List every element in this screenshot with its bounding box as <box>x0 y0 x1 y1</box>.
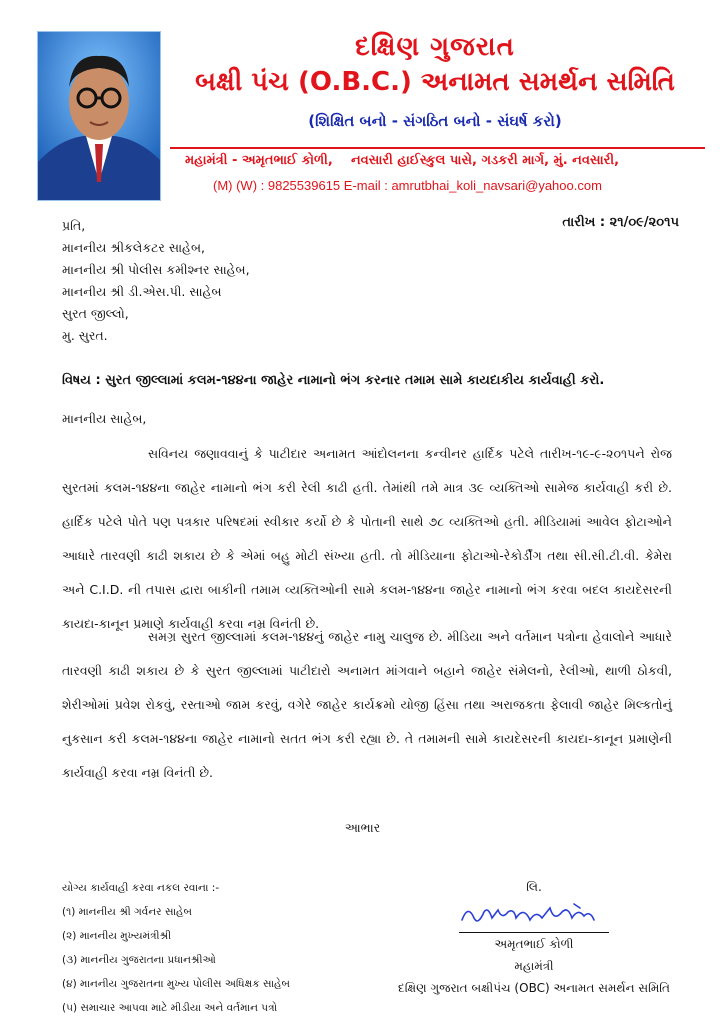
copy-to-item: (૪) માનનીય ગુજરાતના મુખ્ય પોલીસ અધિક્ષક સાહેબ <box>62 978 290 990</box>
contact-phone-email: (M) (W) : 9825539615 E-mail : amrutbhai_koli_navsari@yahoo.com <box>213 178 602 193</box>
addressee-line: મુ. સુરત. <box>62 328 108 343</box>
salutation: માનનીય સાહેબ, <box>62 411 147 426</box>
addressee-line: માનનીય શ્રી પોલીસ કમીશ્નર સાહેબ, <box>62 262 250 277</box>
addressee-block <box>62 215 250 347</box>
paragraph-text: સમગ્ર સુરત જીલ્લામાં કલમ-૧૪૪નું જાહેર નામુ ચાલુજ છે. મીડિયા અને વર્તમાન પત્રોના હેવાલોને આધારે તારવણી કાઢી શકાય છે કે સુરત જીલ્લામાં પાટીદારો અનામત માંગવાને બહાને જાહેર સંમેલનો, રેલીઓ, થાળી ઠોકવી, શેરીઓમાં પ્રવેશ રોકવું, રસ્તાઓ જામ કરવું, વગેરે જાહેર કાર્યક્રમો યોજી હિંસા તથા અરાજકતા ફેલાવી જાહેર મિલ્કતોનું નુકસાન કરી કલમ-૧૪૪ના જાહેર નામાનો સતત ભંગ કરી રહ્યા છે. તે તમામની સામે કાયદેસરની કાયદા-કાનૂન પ્રમાણેની કાર્યવાહી કરવા નમ્ર વિનંતી છે. <box>62 629 672 780</box>
copy-to-item: (૧) માનનીય શ્રી ગર્વનર સાહેબ <box>62 906 192 918</box>
paragraph-text: સવિનય જણાવવાનું કે પાટીદાર અનામત આંદોલનના કન્વીનર હાર્દિક પટેલે તારીખ-૧૯-૯-૨૦૧૫ને રોજ સુરતમાં કલમ-૧૪૪ના જાહેર નામાનો ભંગ કરી રેલી કાઢી હતી. તેમાંથી તમે માત્ર ૩૯ વ્યક્તિઓ સામેજ કાર્યવાહી કરી છે. હાર્દિક પટેલે પોતે પણ પત્રકાર પરિષદમાં સ્વીકાર કર્યો છે કે પોતાની સાથે ૭૮ વ્યક્તિઓ હતી. મીડિયામાં આવેલ ફોટાઓને આધારે તારવણી કાઢી શકાય છે કે એમાં બહુ મોટી સંખ્યા હતી. તો મીડિયાના ફોટાઓ-રેકોર્ડીંગ તથા સી.સી.ટી.વી. કેમેરા અને C.I.D. ની તપાસ દ્વારા બાકીની તમામ વ્યક્તિઓની સામે કલમ-૧૪૪ના જાહેર નામાનો ભંગ કરવા બદલ કાયદેસરની કાયદા-કાનૂન પ્રમાણે કાર્યવાહી કરવા નમ્ર વિનંતી છે. <box>62 446 672 631</box>
signatory-designation: મહામંત્રી <box>514 959 554 973</box>
handwritten-signature <box>454 898 614 932</box>
signatory-name: અમૃતભાઈ કોળી <box>494 937 574 951</box>
letter-subject: વિષય : સુરત જીલ્લામાં કલમ-૧૪૪ના જાહેર નામાનો ભંગ કરનાર તમામ સામે કાયદાકીય કાર્યવાહી કરો. <box>62 373 605 388</box>
copy-to-item: (૩) માનનીય ગુજરાતના પ્રધાનશ્રીઓ <box>62 954 216 966</box>
signature-block <box>389 876 679 999</box>
org-title-line2: બક્ષી પંચ (O.B.C.) અનામત સમર્થન સમિતિ <box>195 67 675 97</box>
portrait-photo <box>37 31 161 201</box>
copy-to-list <box>62 876 290 1020</box>
closing-thanks: આભાર <box>344 820 381 835</box>
slogan: (શિક્ષિત બનો - સંગઠિત બનો - સંઘર્ષ કરો) <box>308 112 562 130</box>
body-paragraph-2 <box>62 620 672 790</box>
body-paragraph-1 <box>62 437 672 641</box>
contact-address: નવસારી હાઈસ્કુલ પાસે, ગડકરી માર્ગ, મું. નવસારી, <box>350 153 620 168</box>
contact-line <box>185 153 710 168</box>
letter-date: તારીખ : ૨૧/૦૯/૨૦૧૫ <box>562 215 679 230</box>
addressee-line: સુરત જીલ્લો, <box>62 306 129 321</box>
addressee-line: માનનીય શ્રીકલેકટર સાહેબ, <box>62 240 205 255</box>
org-title-line1: દક્ષિણ ગુજરાત <box>355 32 515 62</box>
copy-to-heading: યોગ્ય કાર્યવાહી કરવા નકલ રવાના :- <box>62 882 220 894</box>
addressee-line: માનનીય શ્રી ડી.એસ.પી. સાહેબ <box>62 284 222 299</box>
letterhead <box>165 30 705 130</box>
header-divider <box>170 147 705 149</box>
signature-prefix: લિ. <box>526 880 542 894</box>
portrait-illustration <box>38 32 160 200</box>
contact-name: મહામંત્રી - અમૃતભાઈ કોળી, <box>185 153 333 168</box>
addressee-line: પ્રતિ, <box>62 218 86 233</box>
copy-to-item: (૨) માનનીય મુખ્યમંત્રીશ્રી <box>62 930 172 942</box>
copy-to-item: (૫) સમાચાર આપવા માટે મીડીયા અને વર્તમાન પત્રો <box>62 1002 278 1014</box>
signatory-organization: દક્ષિણ ગુજરાત બક્ષીપંચ (OBC) અનામત સમર્થન સમિતિ <box>398 981 670 995</box>
